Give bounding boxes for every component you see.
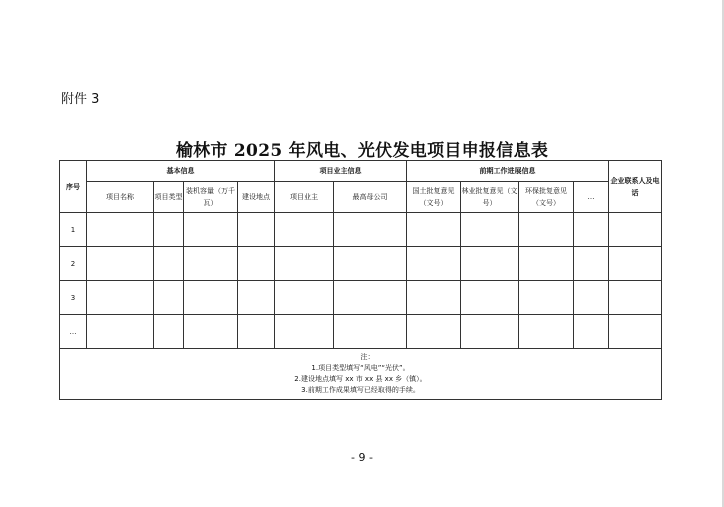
cell[interactable] [238,247,275,281]
cell[interactable] [154,247,184,281]
cell[interactable] [275,247,334,281]
row-seq: 3 [60,281,87,315]
cell[interactable] [334,213,407,247]
attachment-label: 附件 3 [61,92,100,107]
cell[interactable] [275,213,334,247]
table-row [60,315,662,349]
header-row-columns [60,182,662,213]
cell[interactable] [334,247,407,281]
cell[interactable] [461,247,519,281]
cell[interactable] [609,281,662,315]
header-site: 建设地点 [238,182,275,213]
cell[interactable] [238,213,275,247]
cell[interactable] [461,315,519,349]
cell[interactable] [154,213,184,247]
cell[interactable] [407,213,461,247]
cell[interactable] [574,315,609,349]
header-env-opinion: 环保批复意见（文号） [519,182,574,213]
cell[interactable] [519,281,574,315]
cell[interactable] [519,247,574,281]
cell[interactable] [609,213,662,247]
note-item: 3.前期工作成果填写已经取得的手续。 [301,386,420,394]
table-row [60,213,662,247]
cell[interactable] [238,315,275,349]
header-project-type: 项目类型 [154,182,184,213]
row-seq: 1 [60,213,87,247]
cell[interactable] [154,315,184,349]
header-row-groups [60,161,662,182]
cell[interactable] [184,315,238,349]
table-row [60,281,662,315]
cell[interactable] [519,315,574,349]
header-forestry-opinion: 林业批复意见（文号） [461,182,519,213]
cell[interactable] [407,315,461,349]
cell[interactable] [519,213,574,247]
header-group-progress: 前期工作进展信息 [407,161,609,182]
cell[interactable] [574,247,609,281]
page-number: - 9 - [351,451,373,464]
header-owner: 项目业主 [275,182,334,213]
note-item: 2.建设地点填写 xx 市 xx 县 xx 乡（镇）。 [294,375,427,383]
table-row [60,247,662,281]
notes-heading: 注： [360,353,375,361]
cell[interactable] [87,247,154,281]
cell[interactable] [184,247,238,281]
header-more: … [574,182,609,213]
cell[interactable] [87,315,154,349]
cell[interactable] [184,281,238,315]
row-seq: 2 [60,247,87,281]
cell[interactable] [87,281,154,315]
header-group-basic: 基本信息 [87,161,275,182]
header-contact: 企业联系人及电话 [609,161,662,213]
cell[interactable] [154,281,184,315]
note-item: 1.项目类型填写“风电”“光伏”。 [311,364,410,372]
cell[interactable] [461,213,519,247]
cell[interactable] [407,247,461,281]
cell[interactable] [275,281,334,315]
cell[interactable] [87,213,154,247]
cell[interactable] [238,281,275,315]
row-seq: … [60,315,87,349]
header-project-name: 项目名称 [87,182,154,213]
cell[interactable] [275,315,334,349]
cell[interactable] [609,315,662,349]
cell[interactable] [184,213,238,247]
cell[interactable] [574,281,609,315]
header-land-opinion: 国土批复意见（文号） [407,182,461,213]
cell[interactable] [574,213,609,247]
project-info-table [59,160,662,400]
header-group-owner: 项目业主信息 [275,161,407,182]
cell[interactable] [609,247,662,281]
header-seq: 序号 [60,161,87,213]
notes-cell [60,349,662,400]
document-title: 榆林市 2025 年风电、光伏发电项目申报信息表 [175,141,549,161]
cell[interactable] [461,281,519,315]
cell[interactable] [407,281,461,315]
header-capacity: 装机容量（万千瓦） [184,182,238,213]
cell[interactable] [334,281,407,315]
cell[interactable] [334,315,407,349]
notes-row [60,349,662,400]
header-parent-company: 最高母公司 [334,182,407,213]
